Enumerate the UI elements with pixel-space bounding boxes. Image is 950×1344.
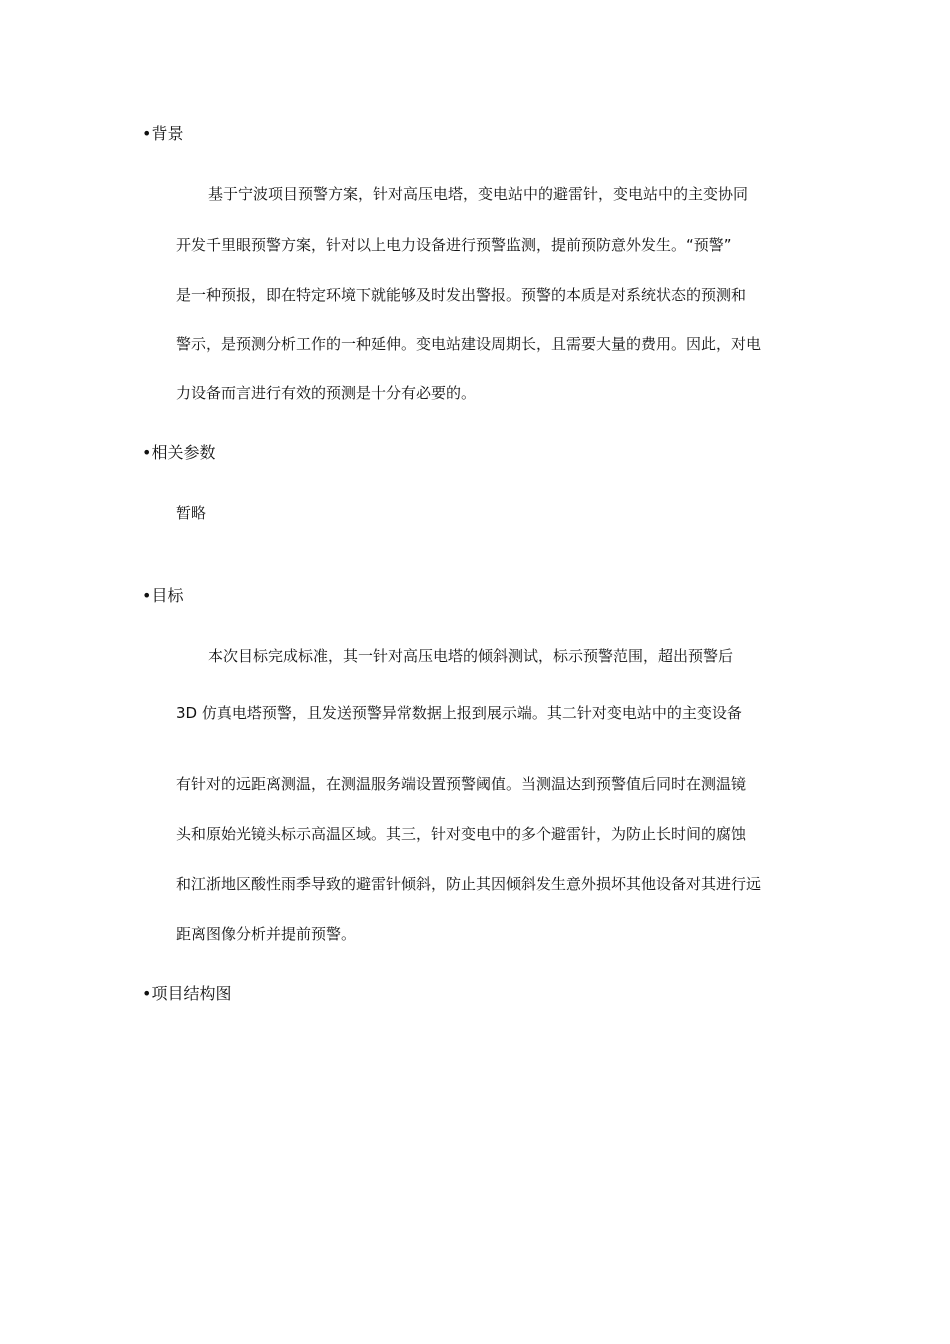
paragraph-line: 是一种预报，即在特定环境下就能够及时发出警报。预警的本质是对系统状态的预测和 (176, 286, 747, 304)
paragraph-line: 距离图像分析并提前预警。 (176, 925, 357, 943)
paragraph-line: 力设备而言进行有效的预测是十分有必要的。 (176, 384, 477, 402)
paragraph-line: 3D 仿真电塔预警，且发送预警异常数据上报到展示端。其二针对变电站中的主变设备 (176, 704, 742, 722)
paragraph-line: 有针对的远距离测温，在测温服务端设置预警阈值。当测温达到预警值后同时在测温镜 (176, 775, 747, 793)
section-heading-structure: •项目结构图 (142, 984, 232, 1003)
section-heading-parameters: •相关参数 (142, 443, 216, 462)
paragraph-line: 开发千里眼预警方案，针对以上电力设备进行预警监测，提前预防意外发生。“预警” (176, 236, 732, 254)
section-heading-goals: •目标 (142, 586, 184, 605)
paragraph-line: 警示，是预测分析工作的一种延伸。变电站建设周期长，且需要大量的费用。因此，对电 (176, 335, 762, 353)
paragraph-line: 和江浙地区酸性雨季导致的避雷针倾斜，防止其因倾斜发生意外损坏其他设备对其进行远 (176, 875, 762, 893)
paragraph-line: 头和原始光镜头标示高温区域。其三，针对变电中的多个避雷针，为防止长时间的腐蚀 (176, 825, 747, 843)
paragraph-line: 暂略 (176, 504, 207, 522)
paragraph-line: 本次目标完成标准，其一针对高压电塔的倾斜测试，标示预警范围，超出预警后 (208, 647, 734, 665)
paragraph-line: 基于宁波项目预警方案，针对高压电塔，变电站中的避雷针，变电站中的主变协同 (208, 185, 749, 203)
section-heading-background: •背景 (142, 124, 184, 143)
